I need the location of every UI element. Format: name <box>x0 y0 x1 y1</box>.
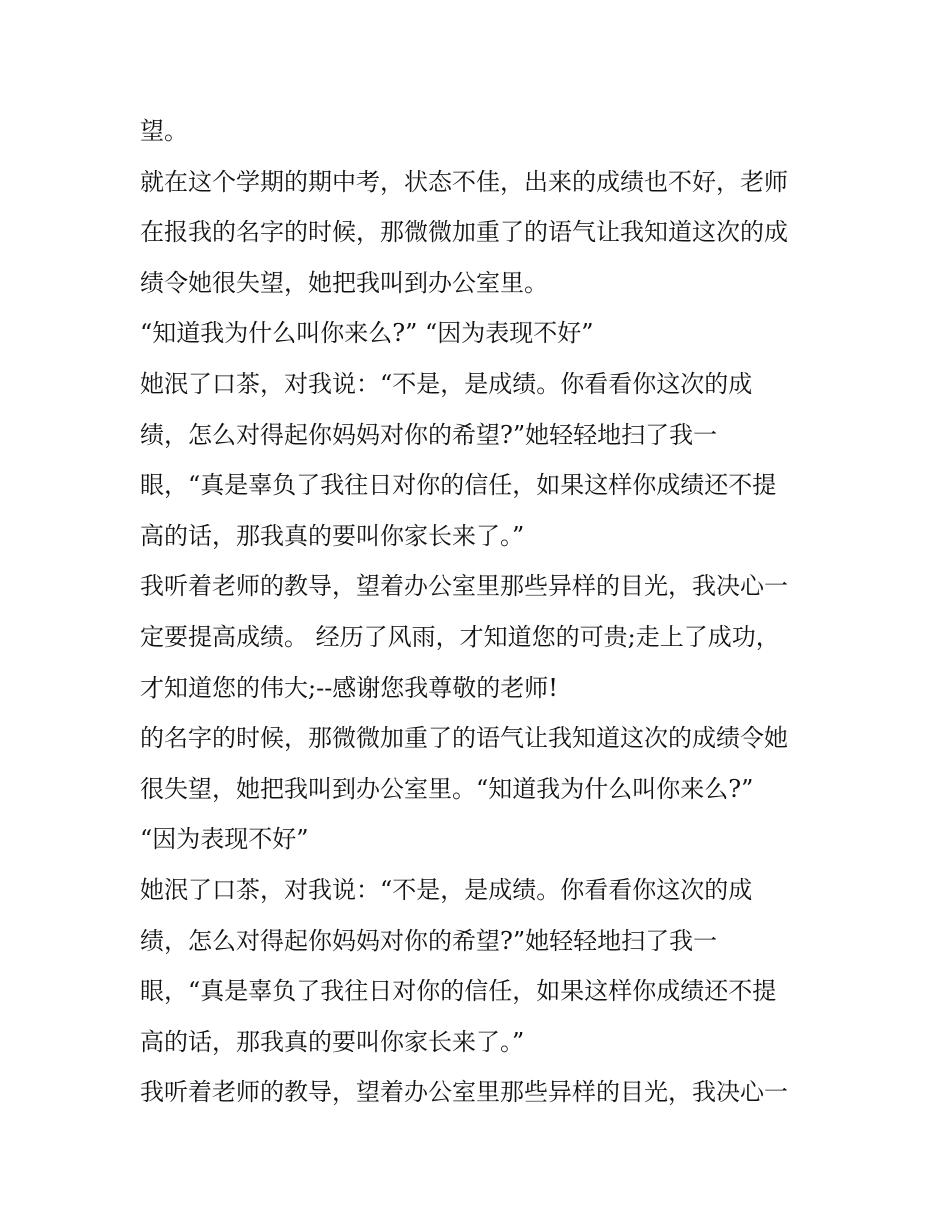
text-line: 高的话，那我真的要叫你家长来了。” <box>140 1027 525 1056</box>
text-line: 眼，“真是辜负了我往日对你的信任，如果这样你成绩还不提 <box>140 471 777 500</box>
text-line: 她泯了口茶，对我说：“不是，是成绩。你看看你这次的成 <box>140 875 753 904</box>
text-line: 的名字的时候，那微微加重了的语气让我知道这次的成绩令她 <box>140 724 788 753</box>
text-line: 我听着老师的教导，望着办公室里那些异样的目光，我决心一 <box>140 572 788 601</box>
text-line: 我听着老师的教导，望着办公室里那些异样的目光，我决心一 <box>140 1078 788 1107</box>
text-line: “知道我为什么叫你来么?” “因为表现不好” <box>140 319 594 348</box>
text-line: 高的话，那我真的要叫你家长来了。” <box>140 521 525 550</box>
text-line: 绩，怎么对得起你妈妈对你的希望?”她轻轻地扫了我一 <box>140 926 718 955</box>
text-line: “因为表现不好” <box>140 825 309 854</box>
text-line: 她泯了口茶，对我说：“不是，是成绩。你看看你这次的成 <box>140 369 753 398</box>
text-line: 就在这个学期的期中考，状态不佳，出来的成绩也不好，老师 <box>140 167 788 196</box>
text-line: 很失望，她把我叫到办公室里。“知道我为什么叫你来么?” <box>140 774 754 803</box>
text-line: 在报我的名字的时候，那微微加重了的语气让我知道这次的成 <box>140 218 788 247</box>
text-line: 眼，“真是辜负了我往日对你的信任，如果这样你成绩还不提 <box>140 977 777 1006</box>
text-line: 绩令她很失望，她把我叫到办公室里。 <box>140 268 548 297</box>
text-line: 绩，怎么对得起你妈妈对你的希望?”她轻轻地扫了我一 <box>140 420 718 449</box>
document-body <box>140 106 830 1118</box>
text-line: 才知道您的伟大;--感谢您我尊敬的老师! <box>140 673 558 702</box>
text-line: 定要提高成绩。 经历了风雨，才知道您的可贵;走上了成功， <box>140 622 780 651</box>
text-line: 望。 <box>140 117 188 145</box>
